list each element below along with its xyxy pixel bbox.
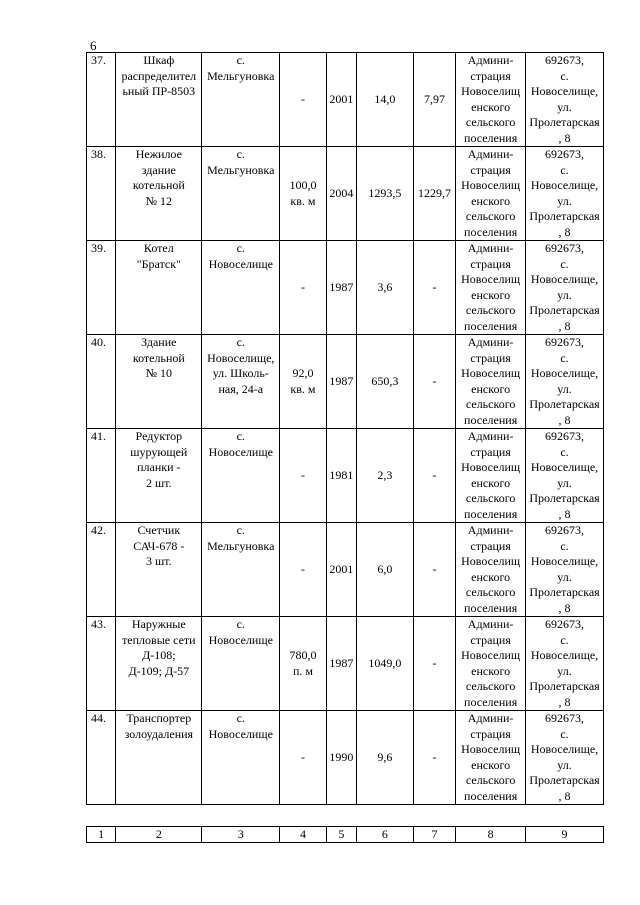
- item-year: 2001: [326, 53, 356, 147]
- item-number: 42.: [87, 523, 116, 617]
- item-area: 100,0 кв. м: [280, 147, 327, 241]
- table-row: [87, 53, 604, 147]
- column-number-row: [86, 826, 604, 843]
- item-name: Шкаф распределител ьный ПР-8503: [116, 53, 202, 147]
- table-row: [87, 147, 604, 241]
- item-holder: Админи- страция Новоселищ енского сельского поселения: [456, 617, 526, 711]
- column-number: 9: [526, 827, 604, 843]
- item-residual-value: -: [413, 711, 455, 805]
- item-year: 1990: [326, 711, 356, 805]
- column-number: 6: [357, 827, 414, 843]
- item-number: 43.: [87, 617, 116, 711]
- property-table: [86, 52, 604, 805]
- item-cost: 650,3: [357, 335, 414, 429]
- item-holder: Админи- страция Новоселищ енского сельского поселения: [456, 429, 526, 523]
- column-number: 8: [456, 827, 526, 843]
- item-location: с. Новоселище: [202, 711, 280, 805]
- table-row: [87, 429, 604, 523]
- item-holder: Админи- страция Новоселищ енского сельского поселения: [456, 147, 526, 241]
- column-number: 5: [326, 827, 356, 843]
- item-area: -: [280, 711, 327, 805]
- item-year: 2001: [326, 523, 356, 617]
- item-holder: Админи- страция Новоселищ енского сельского поселения: [456, 711, 526, 805]
- item-area: 780,0 п. м: [280, 617, 327, 711]
- table-row: [87, 241, 604, 335]
- item-name: Транспортер золоудаления: [116, 711, 202, 805]
- page-number: 6: [90, 38, 97, 53]
- item-number: 39.: [87, 241, 116, 335]
- column-number: 4: [280, 827, 327, 843]
- item-number: 37.: [87, 53, 116, 147]
- item-number: 40.: [87, 335, 116, 429]
- item-number: 38.: [87, 147, 116, 241]
- item-year: 1987: [326, 241, 356, 335]
- item-location: с. Новоселище, ул. Школь- ная, 24-а: [202, 335, 280, 429]
- item-address: 692673, с. Новоселище, ул. Пролетарская , 8: [526, 429, 604, 523]
- item-residual-value: 7,97: [413, 53, 455, 147]
- item-location: с. Новоселище: [202, 241, 280, 335]
- item-cost: 1293,5: [357, 147, 414, 241]
- item-address: 692673, с. Новоселище, ул. Пролетарская , 8: [526, 53, 604, 147]
- column-number: 3: [202, 827, 280, 843]
- item-holder: Админи- страция Новоселищ енского сельского поселения: [456, 241, 526, 335]
- table-row: [87, 617, 604, 711]
- item-residual-value: -: [413, 335, 455, 429]
- item-cost: 9,6: [357, 711, 414, 805]
- item-name: Нежилое здание котельной № 12: [116, 147, 202, 241]
- item-area: -: [280, 241, 327, 335]
- column-number: 7: [413, 827, 455, 843]
- item-cost: 14,0: [357, 53, 414, 147]
- item-name: Котел "Братск": [116, 241, 202, 335]
- item-holder: Админи- страция Новоселищ енского сельского поселения: [456, 335, 526, 429]
- footer-row: [87, 827, 604, 843]
- item-cost: 1049,0: [357, 617, 414, 711]
- item-name: Счетчик САЧ-678 - 3 шт.: [116, 523, 202, 617]
- item-location: с. Новоселище: [202, 429, 280, 523]
- table-row: [87, 335, 604, 429]
- item-address: 692673, с. Новоселище, ул. Пролетарская , 8: [526, 335, 604, 429]
- item-number: 41.: [87, 429, 116, 523]
- table-row: [87, 523, 604, 617]
- item-area: 92,0 кв. м: [280, 335, 327, 429]
- item-address: 692673, с. Новоселище, ул. Пролетарская , 8: [526, 523, 604, 617]
- item-location: с. Мельгуновка: [202, 523, 280, 617]
- item-cost: 3,6: [357, 241, 414, 335]
- item-address: 692673, с. Новоселище, ул. Пролетарская , 8: [526, 617, 604, 711]
- item-residual-value: 1229,7: [413, 147, 455, 241]
- item-location: с. Новоселище: [202, 617, 280, 711]
- item-area: -: [280, 429, 327, 523]
- item-name: Редуктор шурующей планки - 2 шт.: [116, 429, 202, 523]
- item-cost: 6,0: [357, 523, 414, 617]
- column-number: 1: [87, 827, 116, 843]
- item-address: 692673, с. Новоселище, ул. Пролетарская , 8: [526, 241, 604, 335]
- item-year: 1981: [326, 429, 356, 523]
- item-residual-value: -: [413, 523, 455, 617]
- item-name: Здание котельной № 10: [116, 335, 202, 429]
- item-name: Наружные тепловые сети Д-108; Д-109; Д-57: [116, 617, 202, 711]
- item-year: 1987: [326, 617, 356, 711]
- item-holder: Админи- страция Новоселищ енского сельского поселения: [456, 523, 526, 617]
- item-residual-value: -: [413, 241, 455, 335]
- column-number: 2: [116, 827, 202, 843]
- item-location: с. Мельгуновка: [202, 53, 280, 147]
- item-area: -: [280, 53, 327, 147]
- item-address: 692673, с. Новоселище, ул. Пролетарская , 8: [526, 711, 604, 805]
- item-residual-value: -: [413, 617, 455, 711]
- item-number: 44.: [87, 711, 116, 805]
- item-location: с. Мельгуновка: [202, 147, 280, 241]
- item-holder: Админи- страция Новоселищ енского сельского поселения: [456, 53, 526, 147]
- item-address: 692673, с. Новоселище, ул. Пролетарская , 8: [526, 147, 604, 241]
- item-area: -: [280, 523, 327, 617]
- item-cost: 2,3: [357, 429, 414, 523]
- table-row: [87, 711, 604, 805]
- item-year: 1987: [326, 335, 356, 429]
- item-residual-value: -: [413, 429, 455, 523]
- item-year: 2004: [326, 147, 356, 241]
